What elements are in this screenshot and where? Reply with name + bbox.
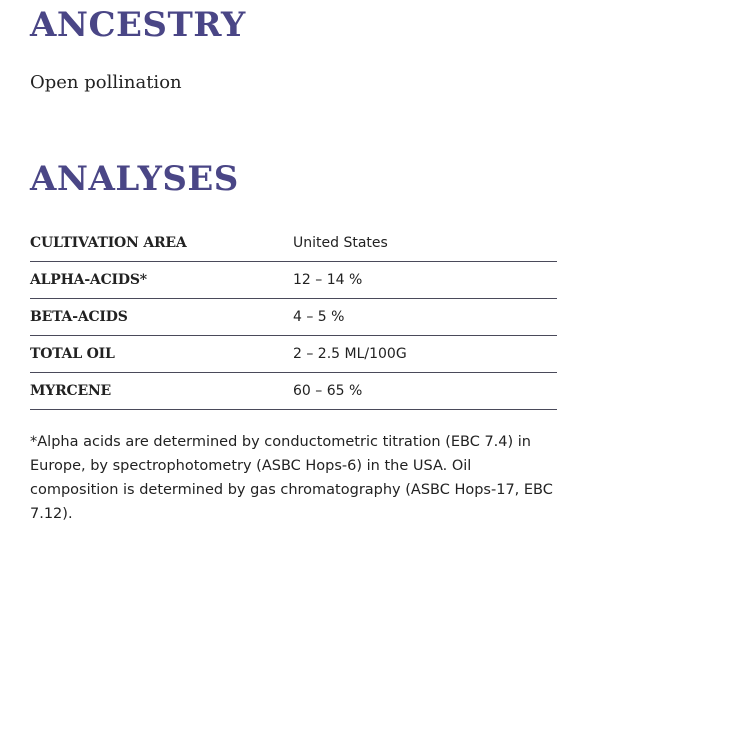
row-value: 4 – 5 % — [293, 309, 345, 325]
analyses-heading: ANALYSES — [30, 159, 239, 199]
ancestry-heading: ANCESTRY — [30, 5, 246, 45]
table-row — [30, 262, 557, 299]
row-label: ALPHA-ACIDS* — [30, 272, 147, 288]
row-value: 12 – 14 % — [293, 272, 363, 288]
table-row — [30, 225, 557, 262]
table-row — [30, 299, 557, 336]
row-label: BETA-ACIDS — [30, 309, 128, 325]
row-label: TOTAL OIL — [30, 346, 115, 362]
row-value: 2 – 2.5 ML/100G — [293, 346, 407, 362]
analyses-table — [30, 225, 557, 410]
ancestry-text: Open pollination — [30, 72, 182, 93]
analysis-footnote: *Alpha acids are determined by conductometric titration (EBC 7.4) in Europe, by spectrophotometry (ASBC Hops-6) in the USA. Oil composition is determined by gas chromatography (ASBC Hops-17, EBC 7.12). — [30, 434, 553, 522]
row-value: United States — [293, 235, 388, 251]
row-value: 60 – 65 % — [293, 383, 363, 399]
row-label: CULTIVATION AREA — [30, 235, 187, 251]
row-label: MYRCENE — [30, 383, 112, 399]
table-row — [30, 373, 557, 410]
table-row — [30, 336, 557, 373]
